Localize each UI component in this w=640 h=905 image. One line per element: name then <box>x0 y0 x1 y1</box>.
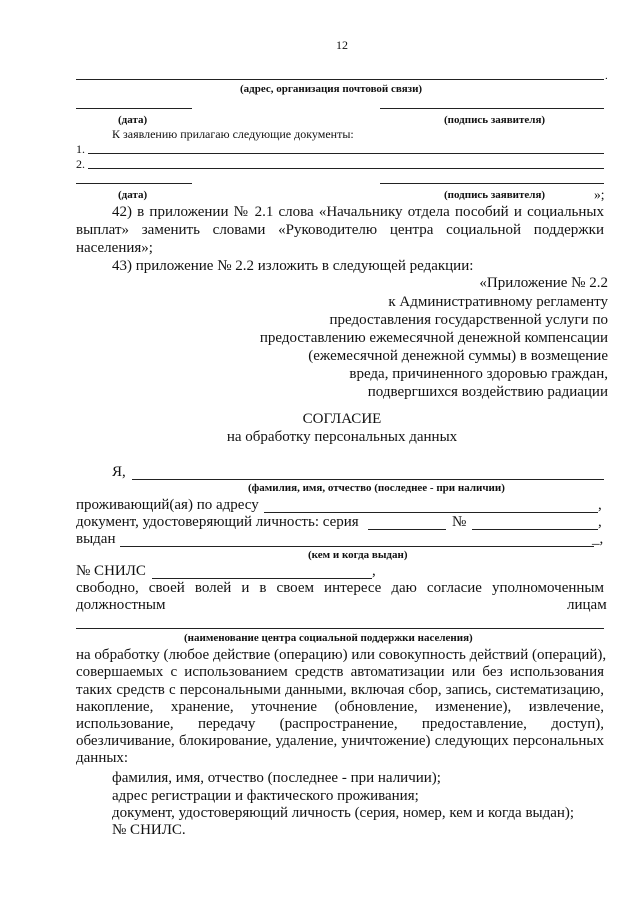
residence-line <box>264 512 598 513</box>
address-comma: , <box>598 497 602 513</box>
issued-end: _, <box>592 531 604 547</box>
fio-line <box>132 479 604 480</box>
snils-label: № СНИЛС <box>76 563 146 579</box>
processing-line-1: на обработку (любое действие (операцию) или совокупность действий (операций), <box>76 647 607 663</box>
processing-last: данных: <box>76 750 129 766</box>
appendix-header-line-6: вреда, причиненного здоровью граждан, <box>349 366 608 382</box>
attach-line-1 <box>88 153 604 154</box>
free-consent-line-2-left: должностным <box>76 597 166 613</box>
appendix-header-line-5: (ежемесячной денежной суммы) в возмещение <box>308 348 608 364</box>
end-quote: »; <box>594 187 605 202</box>
appendix-header-line-3: предоставления государственной услуги по <box>329 312 608 328</box>
data-item-1: фамилия, имя, отчество (последнее - при наличии); <box>112 770 441 786</box>
appendix-header-line-1: «Приложение № 2.2 <box>479 275 608 291</box>
attach-item-2: 2. <box>76 157 85 171</box>
center-caption: (наименование центра социальной поддержки населения) <box>184 632 473 644</box>
series-line <box>368 529 446 530</box>
i-label: Я, <box>112 464 126 480</box>
address-caption: (адрес, организация почтовой связи) <box>240 83 423 95</box>
page-number: 12 <box>336 38 348 52</box>
center-line <box>76 628 604 629</box>
data-item-2: адрес регистрации и фактического проживания; <box>112 788 419 804</box>
issued-caption: (кем и когда выдан) <box>308 549 408 561</box>
issued-label: выдан <box>76 531 116 547</box>
processing-line-5: использование, передачу (распространение, предоставление, доступ), <box>76 716 604 732</box>
signature-line-2 <box>380 183 604 184</box>
address-line <box>76 79 604 80</box>
doc-number-line <box>472 529 598 530</box>
fio-caption: (фамилия, имя, отчество (последнее - при наличии) <box>248 482 505 494</box>
appendix-header-line-7: подвергшихся воздействию радиации <box>367 384 608 400</box>
consent-title: СОГЛАСИЕ <box>302 411 382 427</box>
doc-comma: , <box>598 514 602 530</box>
data-item-3: документ, удостоверяющий личность (серия, номер, кем и когда выдан); <box>112 805 575 821</box>
attach-line-2 <box>88 168 604 169</box>
processing-line-4: накопление, хранение, уточнение (обновление, изменение), извлечение, <box>76 699 604 715</box>
doc-label: документ, удостоверяющий личность: серия <box>76 514 359 530</box>
amendment-42-line-2: выплат» заменить словами «Руководителю центра социальной поддержки <box>76 222 604 238</box>
processing-line-6: обезличивание, блокирование, удаление, уничтожение) следующих персональных <box>76 733 604 749</box>
number-sign: № <box>452 514 467 530</box>
signature-line <box>380 108 604 109</box>
snils-comma: , <box>372 563 376 579</box>
appendix-header-line-4: предоставлению ежемесячной денежной компенсации <box>259 330 608 346</box>
issued-line <box>120 546 594 547</box>
processing-line-3: таких средств с персональными данными, включая сбор, запись, систематизацию, <box>76 682 604 698</box>
date-caption-2: (дата) <box>118 189 148 201</box>
snils-line <box>152 578 372 579</box>
attach-item-1: 1. <box>76 142 85 156</box>
free-consent-line-2-right: лицам <box>567 597 607 613</box>
address-label: проживающий(ая) по адресу <box>76 497 259 513</box>
processing-line-2: совершаемых с использованием средств автоматизации или без использования <box>76 664 604 680</box>
appendix-header-line-2: к Административному регламенту <box>388 294 608 310</box>
date-line-2 <box>76 183 192 184</box>
data-item-4: № СНИЛС. <box>112 822 186 838</box>
date-line <box>76 108 192 109</box>
signature-caption-2: (подпись заявителя) <box>444 189 546 201</box>
amendment-42-line-3: населения»; <box>76 240 153 256</box>
attach-text: К заявлению прилагаю следующие документы: <box>112 127 354 141</box>
consent-subtitle: на обработку персональных данных <box>226 429 458 445</box>
amendment-43: 43) приложение № 2.2 изложить в следующей редакции: <box>112 258 474 274</box>
amendment-42-line-1: 42) в приложении № 2.1 слова «Начальнику отдела пособий и социальных <box>112 204 604 220</box>
free-consent-line-1: свободно, своей волей и в своем интересе даю согласие уполномоченным <box>76 580 604 596</box>
signature-caption: (подпись заявителя) <box>444 114 546 126</box>
date-caption: (дата) <box>118 114 148 126</box>
end-dot: . <box>605 70 608 82</box>
